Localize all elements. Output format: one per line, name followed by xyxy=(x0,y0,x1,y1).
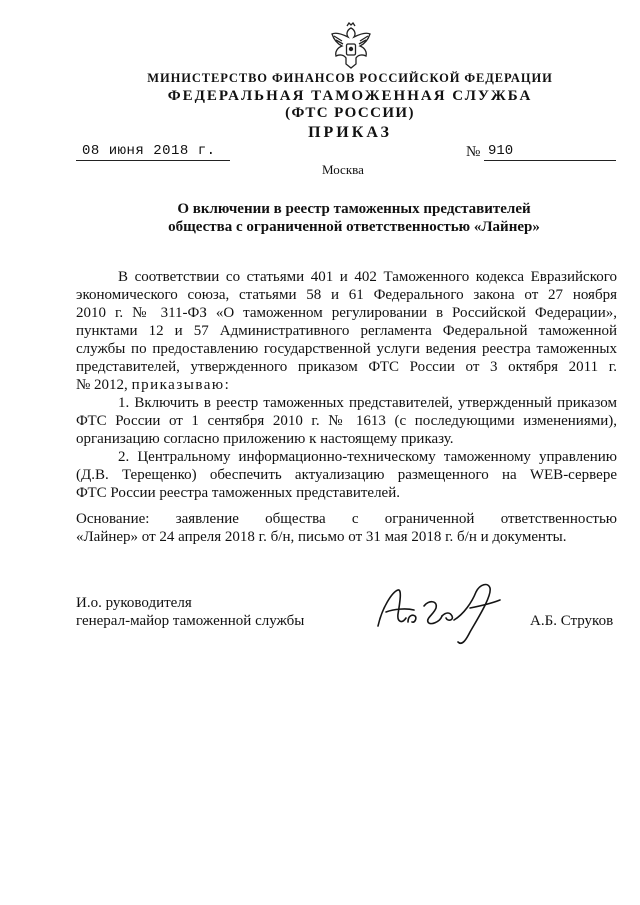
item-2-line-2: (Д.В. Терещенко) обеспечить актуализацию размещенного на WEB-сервере xyxy=(76,467,617,483)
item-2-line-1: 2. Центральному информационно-техническому таможенному управлению xyxy=(118,449,617,465)
coat-of-arms-icon xyxy=(328,22,374,70)
item-1-line-2: ФТС России от 1 сентября 2010 г. № 1613 (с последующими изменениями), xyxy=(76,413,617,429)
service-name: ФЕДЕРАЛЬНАЯ ТАМОЖЕННАЯ СЛУЖБА xyxy=(167,88,533,104)
decree-colon: : xyxy=(224,377,229,393)
order-title-line-2: общества с ограниченной ответственностью «Лайнер» xyxy=(168,219,540,235)
paragraph-1-line-1: В соответствии со статьями 401 и 402 Таможенного кодекса Евразийского xyxy=(118,269,617,285)
item-2-line-3: ФТС России реестра таможенных представителей. xyxy=(76,485,400,501)
number-label: № xyxy=(466,144,481,160)
paragraph-1-line-4: пунктами 12 и 57 Административного регламента Федеральной таможенной xyxy=(76,323,617,339)
paragraph-1-line-5: службы по предоставлению государственной услуги ведения реестра таможенных xyxy=(76,341,617,357)
item-1-line-3: организацию согласно приложению к настоящему приказу. xyxy=(76,431,454,447)
decree-word: приказываю xyxy=(131,377,225,393)
service-abbreviation: (ФТС РОССИИ) xyxy=(285,105,415,121)
signer-position-line-1: И.о. руководителя xyxy=(76,595,192,611)
basis-line-2: «Лайнер» от 24 апреля 2018 г. б/н, письмо от 31 мая 2018 г. б/н и документы. xyxy=(76,529,567,545)
paragraph-1-line-6: представителей, утвержденного приказом ФТС России от 3 октября 2011 г. xyxy=(76,359,617,375)
paragraph-1-line-2: экономического союза, статьями 58 и 61 Федерального закона от 27 ноября xyxy=(76,287,617,303)
item-1-line-1: 1. Включить в реестр таможенных представителей, утвержденный приказом xyxy=(118,395,617,411)
document-type: ПРИКАЗ xyxy=(308,124,392,141)
ministry-name: МИНИСТЕРСТВО ФИНАНСОВ РОССИЙСКОЙ ФЕДЕРАЦИИ xyxy=(147,71,553,85)
order-title-line-1: О включении в реестр таможенных представителей xyxy=(177,201,531,217)
signer-position-line-2: генерал-майор таможенной службы xyxy=(76,613,305,629)
order-date: 08 июня 2018 г. xyxy=(82,143,216,159)
decree-reference: № 2012, xyxy=(76,377,132,393)
signer-name: А.Б. Струков xyxy=(530,613,614,629)
paragraph-1-line-7 xyxy=(76,376,617,394)
signature-icon xyxy=(372,578,522,648)
city: Москва xyxy=(322,162,364,177)
paragraph-1-line-3: 2010 г. № 311-ФЗ «О таможенном регулировании в Российской Федерации», xyxy=(76,305,617,321)
basis-line-1: Основание: заявление общества с ограниченной ответственностью xyxy=(76,511,617,527)
order-number: 910 xyxy=(488,143,514,159)
